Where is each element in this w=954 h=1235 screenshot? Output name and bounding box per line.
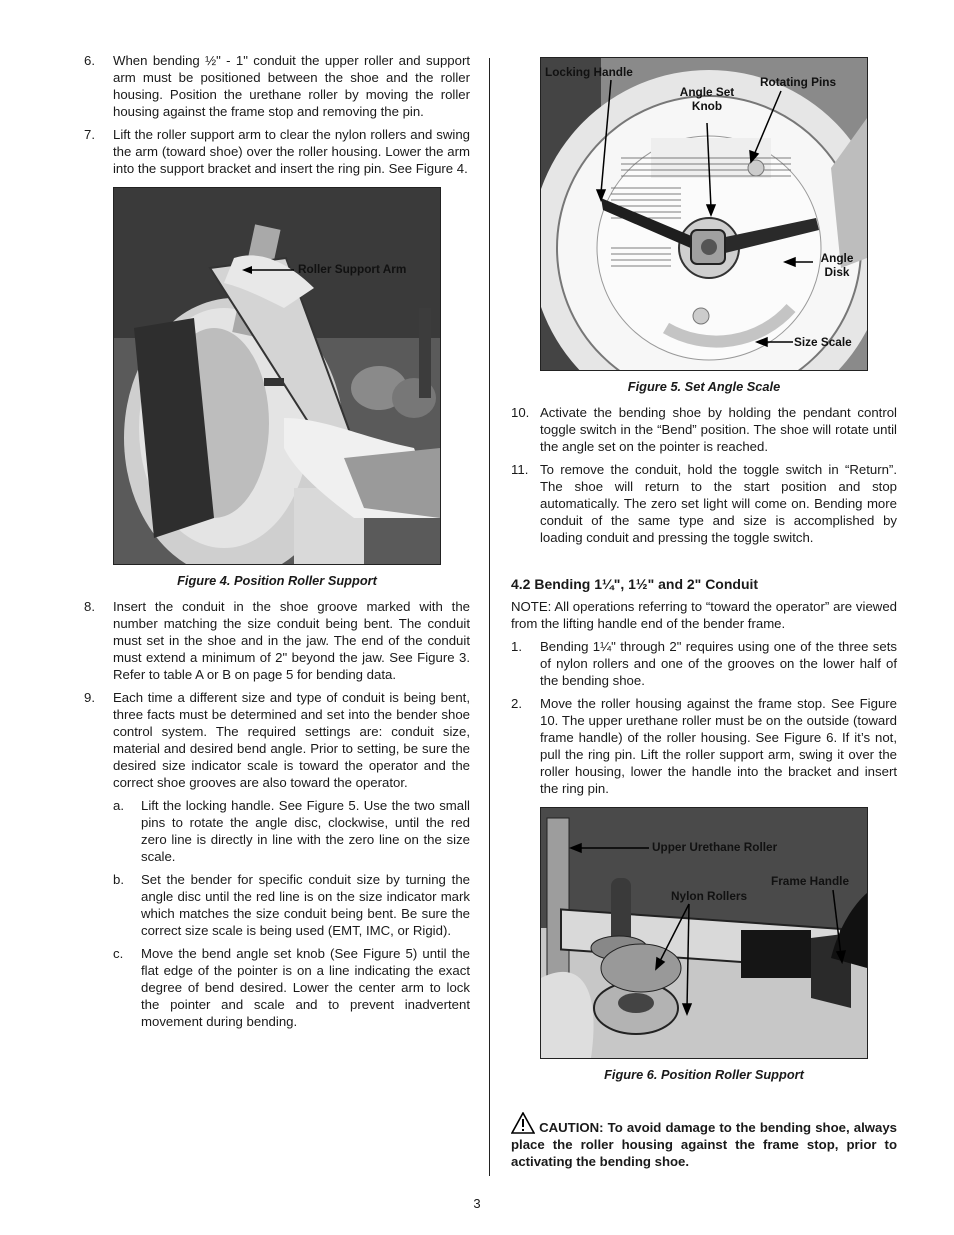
step-number: 1. <box>511 639 522 654</box>
step-6 <box>84 52 470 120</box>
step-number: 2. <box>511 696 522 711</box>
step-number: 9. <box>84 690 95 705</box>
figure-6-pointer-arrows <box>541 808 867 1058</box>
label-upper-urethane-roller: Upper Urethane Roller <box>652 840 778 854</box>
label-size-scale: Size Scale <box>794 335 852 349</box>
section-heading: 4.2 Bending 1¼", 1½" and 2" Conduit <box>511 576 759 592</box>
step-text: Each time a different size and type of conduit is being bent, three facts must be determined and set into the bender shoe control system. The required settings are: conduit size, material and desired bend angle. Prior to setting, be sure the desired size indicator scale is toward the operator and the correct shoe grooves are also toward the operator. <box>113 690 470 790</box>
step-9c <box>113 945 470 1030</box>
step-number: 6. <box>84 53 95 68</box>
substep-letter: a. <box>113 798 124 813</box>
step-number: 7. <box>84 127 95 142</box>
step-9b <box>113 871 470 939</box>
figure-6-caption: Figure 6. Position Roller Support <box>604 1067 804 1082</box>
figure-5-caption: Figure 5. Set Angle Scale <box>627 379 781 394</box>
pointer-arrow-roller-arm <box>114 188 440 564</box>
step-text: Lift the roller support arm to clear the nylon rollers and swing the arm (toward shoe) over the roller housing. Lower the arm into the support bracket and insert the ring pin. See Figure 4. <box>113 127 470 176</box>
note-text: NOTE: All operations referring to “toward the operator” are viewed from the lifting handle end of the bender frame. <box>511 599 897 631</box>
figure-4-photo <box>113 187 441 565</box>
step-8 <box>84 598 470 683</box>
step-number: 11. <box>511 462 529 477</box>
warning-triangle-icon <box>511 1112 535 1134</box>
caution-notice <box>511 1112 897 1170</box>
label-nylon-rollers: Nylon Rollers <box>671 889 748 903</box>
figure-5-pointer-arrows <box>541 58 867 370</box>
step-2 <box>511 695 897 797</box>
substep-text: Set the bender for specific conduit size by turning the angle disc until the red line is on the size indicator mark which matches the size conduit being bent. Be sure the correct size scale is being used (EMT, IMC, or Rigid). <box>141 872 470 938</box>
substep-text: Lift the locking handle. See Figure 5. Use the two small pins to rotate the angle disc, clockwise, until the red zero line is directly in line with the zero line on the size scale. <box>141 798 470 864</box>
label-angle-set-knob: Angle Set Knob <box>679 85 735 113</box>
step-7 <box>84 126 470 177</box>
label-locking-handle: Locking Handle <box>545 65 633 79</box>
step-9a <box>113 797 470 865</box>
label-frame-handle: Frame Handle <box>771 874 850 888</box>
step-10 <box>511 404 897 455</box>
step-text: To remove the conduit, hold the toggle switch in “Return”. The shoe will return to the start position and stop automatically. The zero set light will come on. Bending more conduit of the same type and size is accomplished by loading conduit and pressing the toggle switch. <box>540 462 897 545</box>
left-column <box>84 52 470 1036</box>
step-1 <box>511 638 897 689</box>
right-column <box>511 52 897 1170</box>
column-divider <box>489 58 490 1176</box>
step-text: When bending ½" - 1" conduit the upper roller and support arm must be positioned between the shoe and the roller housing. Position the urethane roller by moving the roller housing against the frame stop and removing the pin. <box>113 53 470 119</box>
label-rotating-pins: Rotating Pins <box>760 75 837 89</box>
figure-5-photo <box>540 57 868 371</box>
figure-4-caption: Figure 4. Position Roller Support <box>177 573 377 588</box>
substep-letter: c. <box>113 946 124 961</box>
step-number: 10. <box>511 405 530 420</box>
caution-text: CAUTION: To avoid damage to the bending shoe, always place the roller housing against the frame stop, prior to activating the bending shoe. <box>511 1120 897 1169</box>
substep-text: Move the bend angle set knob (See Figure 5) until the flat edge of the pointer is on a line indicating the exact degree of bend desired. Lower the center arm to lock the pointer and scale and to prevent inadvertent movement during bending. <box>141 946 470 1029</box>
step-11 <box>511 461 897 546</box>
step-9 <box>84 689 470 791</box>
label-angle-disk: Angle Disk <box>820 251 854 279</box>
step-text: Insert the conduit in the shoe groove marked with the number matching the size conduit being bent. The conduit must set in the shoe and in the jaw. The end of the conduit must extend a minimum of 2" beyond the jaw. See Figure 3. Refer to table A or B on page 5 for bending data. <box>113 599 470 682</box>
substep-letter: b. <box>113 872 124 887</box>
step-text: Move the roller housing against the frame stop. See Figure 10. The upper urethane roller must be on the outside (toward frame handle) of the roller housing. See Figure 6. If it’s not, pull the ring pin. Lift the roller support arm, swing it over the roller housing, lower the handle into the bracket and insert the ring pin. <box>540 696 897 796</box>
label-roller-support-arm: Roller Support Arm <box>298 262 407 276</box>
step-text: Bending 1¼" through 2" requires using one of the three sets of nylon rollers and one of the grooves on the lower half of the bending shoe. <box>540 639 897 688</box>
step-number: 8. <box>84 599 95 614</box>
figure-6-photo <box>540 807 868 1059</box>
step-text: Activate the bending shoe by holding the pendant control toggle switch in the “Bend” position. The shoe will rotate until the angle set on the pointer is reached. <box>540 405 897 454</box>
page-number: 3 <box>473 1196 481 1211</box>
